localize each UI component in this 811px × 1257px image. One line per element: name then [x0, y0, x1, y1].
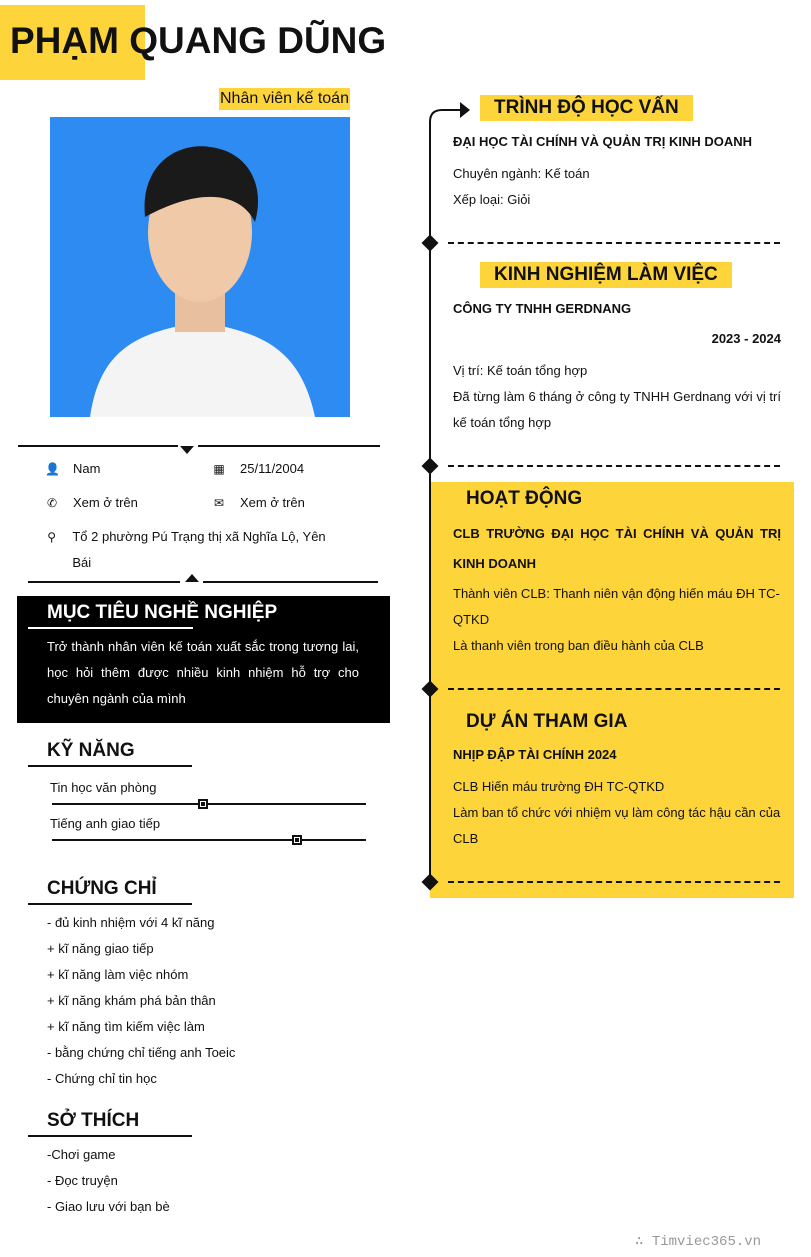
- phone: Xem ở trên: [73, 495, 138, 510]
- location-pin-icon: ⚲: [47, 530, 57, 544]
- section-divider: [448, 465, 780, 467]
- title-underline: [28, 903, 192, 905]
- hobbies-list: [47, 1142, 170, 1220]
- candidate-name: PHẠM QUANG DŨNG: [10, 20, 387, 61]
- title-underline: [28, 627, 193, 629]
- grade: Xếp loại: Giỏi: [453, 192, 531, 207]
- skill-bar: [52, 839, 366, 841]
- activities-title: HOẠT ĐỘNG: [466, 488, 583, 509]
- skill-label: Tiếng anh giao tiếp: [50, 816, 161, 831]
- activity-line: Thành viên CLB: Thanh niên vận động hiến máu ĐH TC-QTKD: [453, 586, 780, 627]
- address: Tổ 2 phường Pú Trạng thị xã Nghĩa Lộ, Yên Bái: [72, 529, 326, 570]
- skill-level-knob: [198, 799, 208, 809]
- list-item: - Chứng chỉ tin học: [47, 1071, 157, 1086]
- email: Xem ở trên: [240, 495, 305, 510]
- skill-bar: [52, 803, 366, 805]
- hobbies-title: SỞ THÍCH: [47, 1110, 140, 1131]
- experience-title: KINH NGHIỆM LÀM VIỆC: [480, 262, 732, 288]
- watermark: ∴ Timviec365.vn: [635, 1234, 762, 1250]
- certificates-list: [47, 910, 235, 1092]
- experience-desc: Đã từng làm 6 tháng ở công ty TNHH Gerdnang với vị trí kế toán tổng hợp: [453, 389, 781, 430]
- divider: [18, 445, 178, 447]
- experience-period: 2023 - 2024: [711, 331, 781, 346]
- project-line: CLB Hiến máu trường ĐH TC-QTKD: [453, 779, 665, 794]
- project-name: NHỊP ĐẬP TÀI CHÍNH 2024: [453, 747, 617, 762]
- activity-org: CLB TRƯỜNG ĐẠI HỌC TÀI CHÍNH VÀ QUẢN TRỊ KINH DOANH: [453, 526, 781, 571]
- list-item: -Chơi game: [47, 1147, 116, 1162]
- major: Chuyên ngành: Kế toán: [453, 166, 590, 181]
- objective-title: MỤC TIÊU NGHỀ NGHIỆP: [47, 602, 278, 623]
- skill-label: Tin học văn phòng: [50, 780, 157, 795]
- profile-photo: [50, 117, 350, 417]
- divider-arrow: [185, 574, 199, 582]
- project-line: Làm ban tổ chức với nhiệm vụ làm công tác hậu cần của CLB: [453, 805, 781, 846]
- section-divider: [448, 242, 780, 244]
- title-underline: [28, 1135, 192, 1137]
- divider: [198, 445, 380, 447]
- section-divider: [448, 688, 780, 690]
- company-name: CÔNG TY TNHH GERDNANG: [453, 301, 632, 316]
- list-item: + kĩ năng khám phá bản thân: [47, 993, 216, 1008]
- position: Vị trí: Kế toán tổng hợp: [453, 363, 588, 378]
- envelope-icon: ✉: [213, 496, 225, 510]
- list-item: + kĩ năng tìm kiếm việc làm: [47, 1019, 205, 1034]
- job-title: Nhân viên kế toán: [219, 88, 350, 110]
- activity-line: Là thanh viên trong ban điều hành của CLB: [453, 638, 704, 653]
- section-divider: [448, 881, 780, 883]
- divider: [28, 581, 180, 583]
- school-name: ĐẠI HỌC TÀI CHÍNH VÀ QUẢN TRỊ KINH DOANH: [453, 134, 752, 149]
- projects-title: DỰ ÁN THAM GIA: [466, 711, 628, 732]
- gender: Nam: [73, 461, 101, 476]
- divider: [203, 581, 378, 583]
- divider-arrow: [180, 446, 194, 454]
- calendar-icon: ▦: [213, 462, 225, 476]
- user-icon: 👤: [45, 462, 60, 476]
- title-underline: [28, 765, 192, 767]
- phone-icon: ✆: [46, 496, 58, 510]
- certificates-title: CHỨNG CHỈ: [47, 878, 157, 899]
- education-title: TRÌNH ĐỘ HỌC VẤN: [480, 95, 693, 121]
- list-item: + kĩ năng làm việc nhóm: [47, 967, 189, 982]
- objective-text: Trở thành nhân viên kế toán xuất sắc trong tương lai, học hỏi thêm được nhiều kinh nhiệm hỗ trợ cho chuyên ngành của mình: [47, 639, 359, 706]
- objective-section: [17, 596, 390, 723]
- birthday: 25/11/2004: [240, 461, 305, 476]
- list-item: - Đọc truyện: [47, 1173, 118, 1188]
- list-item: - đủ kinh nhiệm với 4 kĩ năng: [47, 915, 215, 930]
- skill-level-knob: [292, 835, 302, 845]
- list-item: - bằng chứng chỉ tiếng anh Toeic: [47, 1045, 236, 1060]
- list-item: - Giao lưu với bạn bè: [47, 1199, 170, 1214]
- skills-title: KỸ NĂNG: [47, 740, 135, 761]
- list-item: + kĩ năng giao tiếp: [47, 941, 154, 956]
